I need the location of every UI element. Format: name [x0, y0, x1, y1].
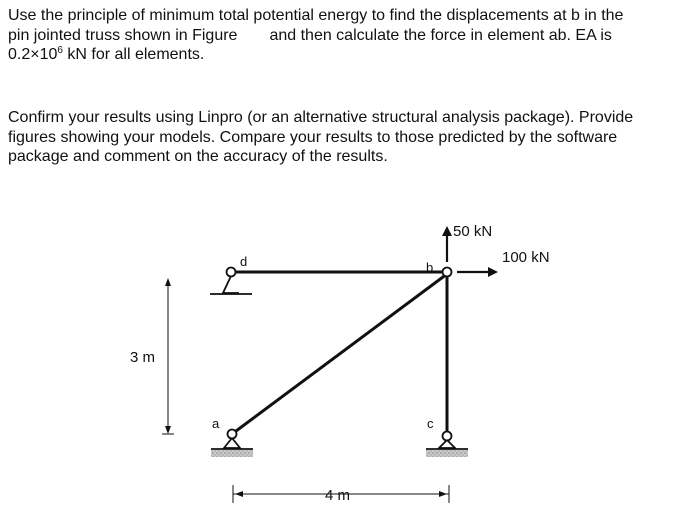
node-label-c: c: [427, 416, 434, 431]
node-label-b: b: [426, 260, 434, 275]
problem-line-2b: and then calculate the force in element ab. EA is: [269, 26, 612, 44]
task-line-1: Confirm your results using Linpro (or an alternative structural analysis package). Provide: [8, 109, 634, 126]
dimension-width-label: 4 m: [325, 487, 351, 504]
node-label-a: a: [212, 416, 220, 431]
ea-exponent: 6: [57, 45, 63, 56]
task-line-2: figures showing your models. Compare your results to those predicted by the software: [8, 128, 618, 146]
problem-line-3-rest: kN for all elements.: [62, 46, 205, 63]
support-a: [211, 430, 253, 458]
member-ab: [232, 274, 447, 434]
problem-line-1: Use the principle of minimum total potential energy to find the displacements at b in the: [8, 7, 624, 24]
problem-line-2a: pin jointed truss shown in Figure: [8, 26, 238, 44]
load-label-vertical: 50 kN: [453, 223, 493, 240]
load-label-horizontal: 100 kN: [502, 249, 550, 266]
node-label-d: d: [240, 254, 248, 269]
load-arrow-vertical: [442, 226, 452, 262]
load-arrow-horizontal: [457, 267, 498, 277]
support-c: [426, 432, 468, 458]
ea-value: 0.2×10: [8, 46, 58, 63]
joint-b: [443, 268, 452, 277]
dimension-height: [162, 278, 174, 434]
task-line-3: package and comment on the accuracy of the results.: [8, 148, 388, 165]
dimension-height-label: 3 m: [130, 349, 156, 366]
